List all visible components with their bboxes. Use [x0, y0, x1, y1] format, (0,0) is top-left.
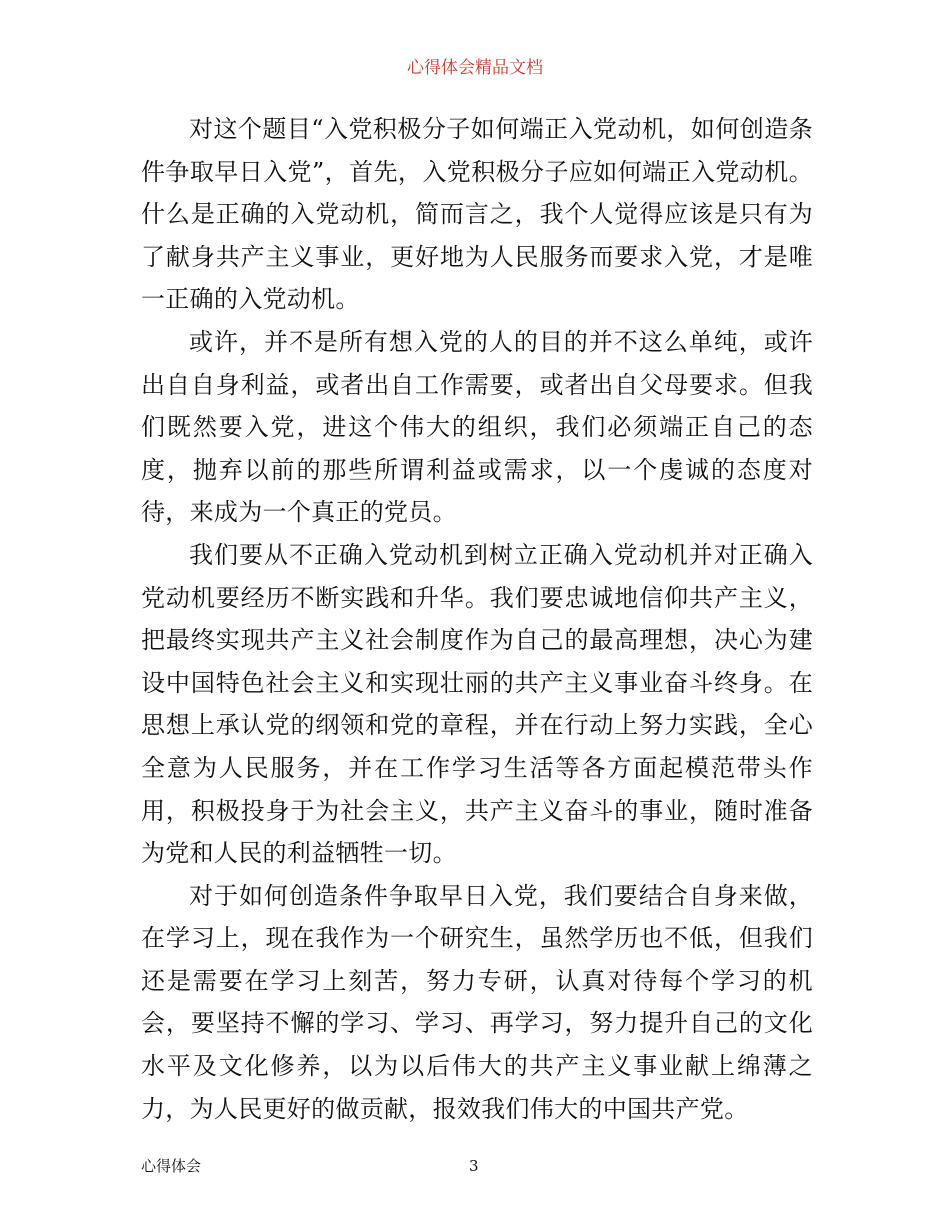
- body-paragraph: 对于如何创造条件争取早日入党，我们要结合自身来做，在学习上，现在我作为一个研究生，虽然学历也不低，但我们还是需要在学习上刻苦，努力专研，认真对待每个学习的机会，要坚持不懈的学习、学习、再学习，努力提升自己的文化水平及文化修养，以为以后伟大的共产主义事业献上绵薄之力，为人民更好的做贡献，报效我们伟大的中国共产党。: [141, 881, 813, 1123]
- body-paragraph: 对这个题目“入党积极分子如何端正入党动机，如何创造条件争取早日入党”，首先，入党积极分子应如何端正入党动机。什么是正确的入党动机，简而言之，我个人觉得应该是只有为了献身共产主义事业，更好地为人民服务而要求入党，才是唯一正确的入党动机。: [141, 115, 813, 314]
- page-footer: [141, 1156, 813, 1176]
- page-number: 3: [469, 1157, 479, 1175]
- body-paragraph: 我们要从不正确入党动机到树立正确入党动机并对正确入党动机要经历不断实践和升华。我们要忠诚地信仰共产主义，把最终实现共产主义社会制度作为自己的最高理想，决心为建设中国特色社会主义和实现壮丽的共产主义事业奋斗终身。在思想上承认党的纲领和党的章程，并在行动上努力实践，全心全意为人民服务，并在工作学习生活等各方面起模范带头作用，积极投身于为社会主义，共产主义奋斗的事业，随时准备为党和人民的利益牺牲一切。: [141, 540, 813, 868]
- page-header-title: 心得体会精品文档: [407, 58, 543, 78]
- document-body: [141, 108, 813, 1130]
- footer-label: 心得体会: [141, 1157, 202, 1175]
- body-paragraph: 或许，并不是所有想入党的人的目的并不这么单纯，或许出自自身利益，或者出自工作需要，或者出自父母要求。但我们既然要入党，进这个伟大的组织，我们必须端正自己的态度，抛弃以前的那些所谓利益或需求，以一个虔诚的态度对待，来成为一个真正的党员。: [141, 327, 813, 527]
